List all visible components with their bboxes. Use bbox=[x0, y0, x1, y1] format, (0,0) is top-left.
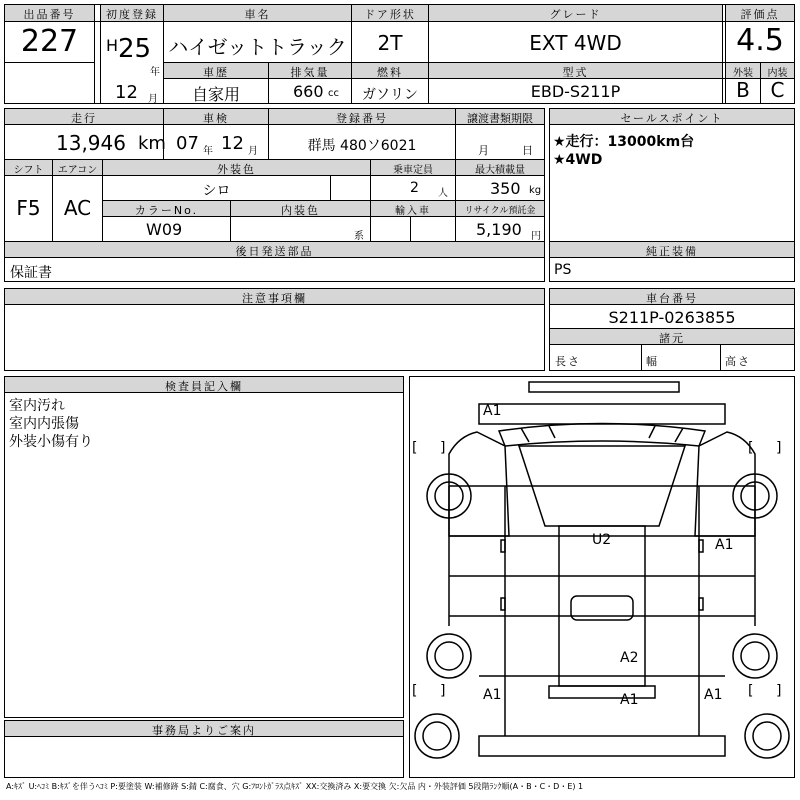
grade-label: グレード bbox=[549, 8, 602, 21]
interior-color-unit: 系 bbox=[354, 231, 364, 242]
aircon: AC bbox=[63, 196, 92, 220]
damage-mark: U2 bbox=[592, 532, 612, 548]
max-load: 350 bbox=[490, 179, 521, 198]
recycle-unit: 円 bbox=[531, 231, 541, 242]
history-label: 車歴 bbox=[203, 66, 229, 79]
car-name-label: 車名 bbox=[244, 8, 271, 21]
interior-grade: C bbox=[770, 78, 785, 102]
max-load-label: 最大積載量 bbox=[475, 165, 525, 176]
truck-diagram bbox=[409, 376, 795, 778]
displacement-label: 排気量 bbox=[290, 66, 330, 79]
bracket-left: [ bbox=[748, 683, 754, 699]
bracket-right: ] bbox=[776, 683, 782, 699]
inspector-note: 室内汚れ bbox=[9, 398, 65, 414]
notes-label: 注意事項欄 bbox=[242, 292, 307, 305]
registration-month: 12 bbox=[115, 82, 138, 103]
inspection-year-unit: 年 bbox=[203, 146, 213, 157]
car-name: ハイゼットトラック bbox=[168, 35, 347, 59]
inspector-label: 検査員記入欄 bbox=[165, 380, 243, 393]
plate-label: 登録番号 bbox=[336, 112, 388, 125]
damage-mark: A2 bbox=[620, 650, 639, 666]
recycle-label: リサイクル預託金 bbox=[464, 206, 536, 216]
displacement-unit: cc bbox=[328, 88, 339, 99]
score: 4.5 bbox=[736, 23, 784, 58]
first-registration-label: 初度登録 bbox=[106, 8, 158, 21]
sales-point-item: ★走行：13000km台 bbox=[553, 134, 695, 150]
bracket-left: [ bbox=[748, 440, 754, 456]
capacity-label: 乗車定員 bbox=[393, 165, 433, 176]
displacement: 660 bbox=[293, 82, 324, 101]
bracket-left: [ bbox=[412, 440, 418, 456]
damage-mark: A1 bbox=[483, 403, 502, 419]
transfer-deadline-label: 譲渡書類期限 bbox=[467, 112, 533, 125]
color-number: W09 bbox=[146, 220, 183, 239]
capacity: 2 bbox=[410, 180, 419, 196]
bracket-left: [ bbox=[412, 683, 418, 699]
genuine-equipment-label: 純正装備 bbox=[646, 245, 698, 258]
import-label: 輸入車 bbox=[395, 206, 431, 217]
sales-point-item: ★4WD bbox=[553, 152, 603, 168]
era: H bbox=[106, 36, 119, 55]
grade: EXT 4WD bbox=[529, 31, 622, 55]
damage-mark: A1 bbox=[704, 687, 723, 703]
plate-number: 群馬 480ソ6021 bbox=[307, 138, 417, 154]
inspection-label: 車検 bbox=[203, 112, 229, 125]
transfer-month-unit: 月 bbox=[478, 144, 491, 157]
door-type-label: ドア形状 bbox=[364, 8, 416, 21]
mileage-label: 走行 bbox=[71, 112, 97, 125]
damage-mark: A1 bbox=[620, 692, 639, 708]
aircon-label: エアコン bbox=[57, 165, 98, 176]
recycle-fee: 5,190 bbox=[476, 220, 522, 239]
lot-number-label: 出品番号 bbox=[23, 8, 76, 21]
legend: A:ｷｽﾞ U:ﾍｺﾐ B:ｷｽﾞを伴うﾍｺﾐ P:要塗装 W:補修跡 S:錆 C:腐食、穴 G:ﾌﾛﾝﾄｶﾞﾗｽ点ｷｽﾞ XX:交換済み X:要交換 欠:欠品 内・外装評価 5段階ﾗﾝｸ順(A・B・C・D・E) 1 bbox=[6, 782, 584, 791]
parts-value: 保証書 bbox=[10, 265, 52, 281]
sales-points-box bbox=[549, 108, 795, 242]
length-label: 長さ bbox=[555, 355, 581, 368]
model: EBD-S211P bbox=[530, 82, 621, 101]
sales-points-label: セールスポイント bbox=[620, 112, 724, 125]
inspection-month-unit: 月 bbox=[248, 146, 258, 157]
door-type: 2T bbox=[377, 31, 403, 55]
fuel-label: 燃料 bbox=[377, 66, 403, 79]
office-label: 事務局よりご案内 bbox=[152, 724, 256, 737]
month-unit: 月 bbox=[148, 94, 158, 105]
mileage: 13,946 bbox=[56, 131, 126, 155]
mileage-unit: km bbox=[138, 133, 166, 154]
damage-mark: A1 bbox=[715, 537, 734, 553]
bracket-right: ] bbox=[440, 683, 446, 699]
genuine-equipment-value: PS bbox=[554, 262, 572, 278]
fuel: ガソリン bbox=[362, 87, 418, 103]
chassis-label: 車台番号 bbox=[646, 292, 698, 305]
lot-number: 227 bbox=[20, 24, 79, 59]
shift-label: シフト bbox=[13, 165, 44, 176]
transfer-day-unit: 日 bbox=[522, 144, 535, 157]
year-unit: 年 bbox=[150, 67, 160, 78]
color-number-label: カラーNo. bbox=[134, 204, 199, 217]
damage-mark: A1 bbox=[483, 687, 502, 703]
chassis-number: S211P-0263855 bbox=[608, 308, 736, 327]
exterior-grade: B bbox=[736, 78, 750, 102]
shift: F5 bbox=[16, 196, 41, 220]
inspector-note: 外装小傷有り bbox=[9, 434, 93, 450]
bracket-right: ] bbox=[776, 440, 782, 456]
inspection-month: 12 bbox=[221, 133, 244, 154]
exterior-color: シロ bbox=[202, 183, 231, 199]
inspection-year: 07 bbox=[176, 133, 199, 154]
exterior-color-label: 外装色 bbox=[217, 163, 256, 176]
registration-year: 25 bbox=[118, 34, 152, 64]
height-label: 高さ bbox=[725, 355, 751, 368]
capacity-unit: 人 bbox=[438, 188, 448, 199]
score-label: 評価点 bbox=[740, 8, 780, 21]
dimensions-label: 諸元 bbox=[659, 332, 685, 345]
inspector-note: 室内内張傷 bbox=[9, 416, 79, 432]
interior-grade-label: 内装 bbox=[767, 68, 788, 79]
width-label: 幅 bbox=[646, 355, 659, 368]
interior-color-label: 内装色 bbox=[281, 204, 320, 217]
max-load-unit: kg bbox=[529, 185, 542, 196]
exterior-grade-label: 外装 bbox=[733, 68, 753, 79]
bracket-right: ] bbox=[440, 440, 446, 456]
parts-label: 後日発送部品 bbox=[235, 245, 314, 258]
model-label: 型式 bbox=[562, 66, 589, 79]
history: 自家用 bbox=[191, 85, 240, 104]
